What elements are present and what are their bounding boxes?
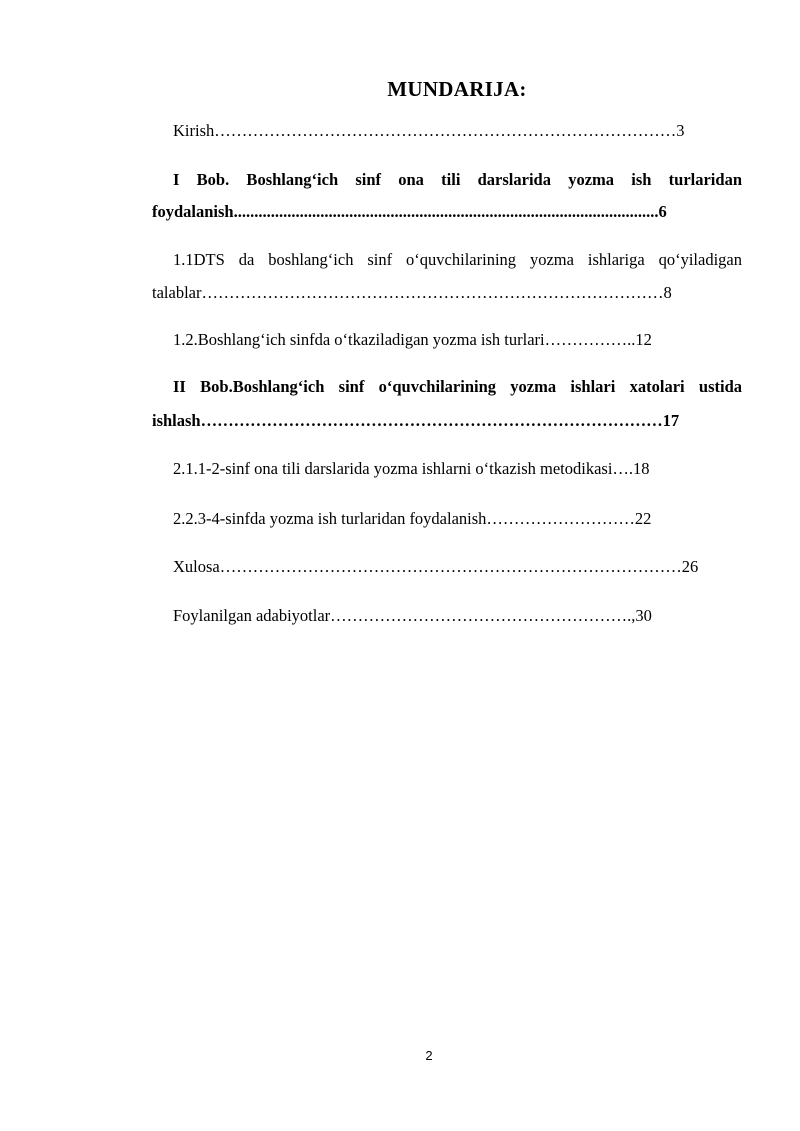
toc-entry-kirish: Kirish…………………………………………………………………………3 — [173, 121, 685, 140]
toc-entry-xulosa: Xulosa…………………………………………………………………………26 — [173, 557, 699, 576]
page-number: 2 — [425, 1048, 433, 1063]
page-title: MUNDARIJA: — [387, 77, 527, 101]
toc-entry-bob1-line2: foydalanish.......................................................................................................6 — [152, 202, 667, 221]
toc-entry-bob2-line2: ishlash…………………………………………………………………………17 — [152, 411, 680, 430]
toc-entry-adabiyotlar: Foylanilgan adabiyotlar……………………………………………….,30 — [173, 606, 652, 625]
toc-entry-bob1-line1: I Bob. Boshlang‘ich sinf ona tili darslarida yozma ish turlaridan — [173, 170, 742, 189]
toc-entry-1-1-line2: talablar…………………………………………………………………………8 — [152, 283, 672, 302]
toc-entry-bob2-line1: II Bob.Boshlang‘ich sinf o‘quvchilarining yozma ishlari xatolari ustida — [173, 377, 742, 396]
toc-entry-1-2: 1.2.Boshlang‘ich sinfda o‘tkaziladigan yozma ish turlari……………..12 — [173, 330, 652, 349]
toc-entry-2-1: 2.1.1-2-sinf ona tili darslarida yozma ishlarni o‘tkazish metodikasi….18 — [173, 459, 650, 478]
toc-entry-1-1-line1: 1.1DTS da boshlang‘ich sinf o‘quvchilarining yozma ishlariga qo‘yiladigan — [173, 250, 742, 269]
toc-entry-2-2: 2.2.3-4-sinfda yozma ish turlaridan foydalanish………………………22 — [173, 509, 652, 528]
